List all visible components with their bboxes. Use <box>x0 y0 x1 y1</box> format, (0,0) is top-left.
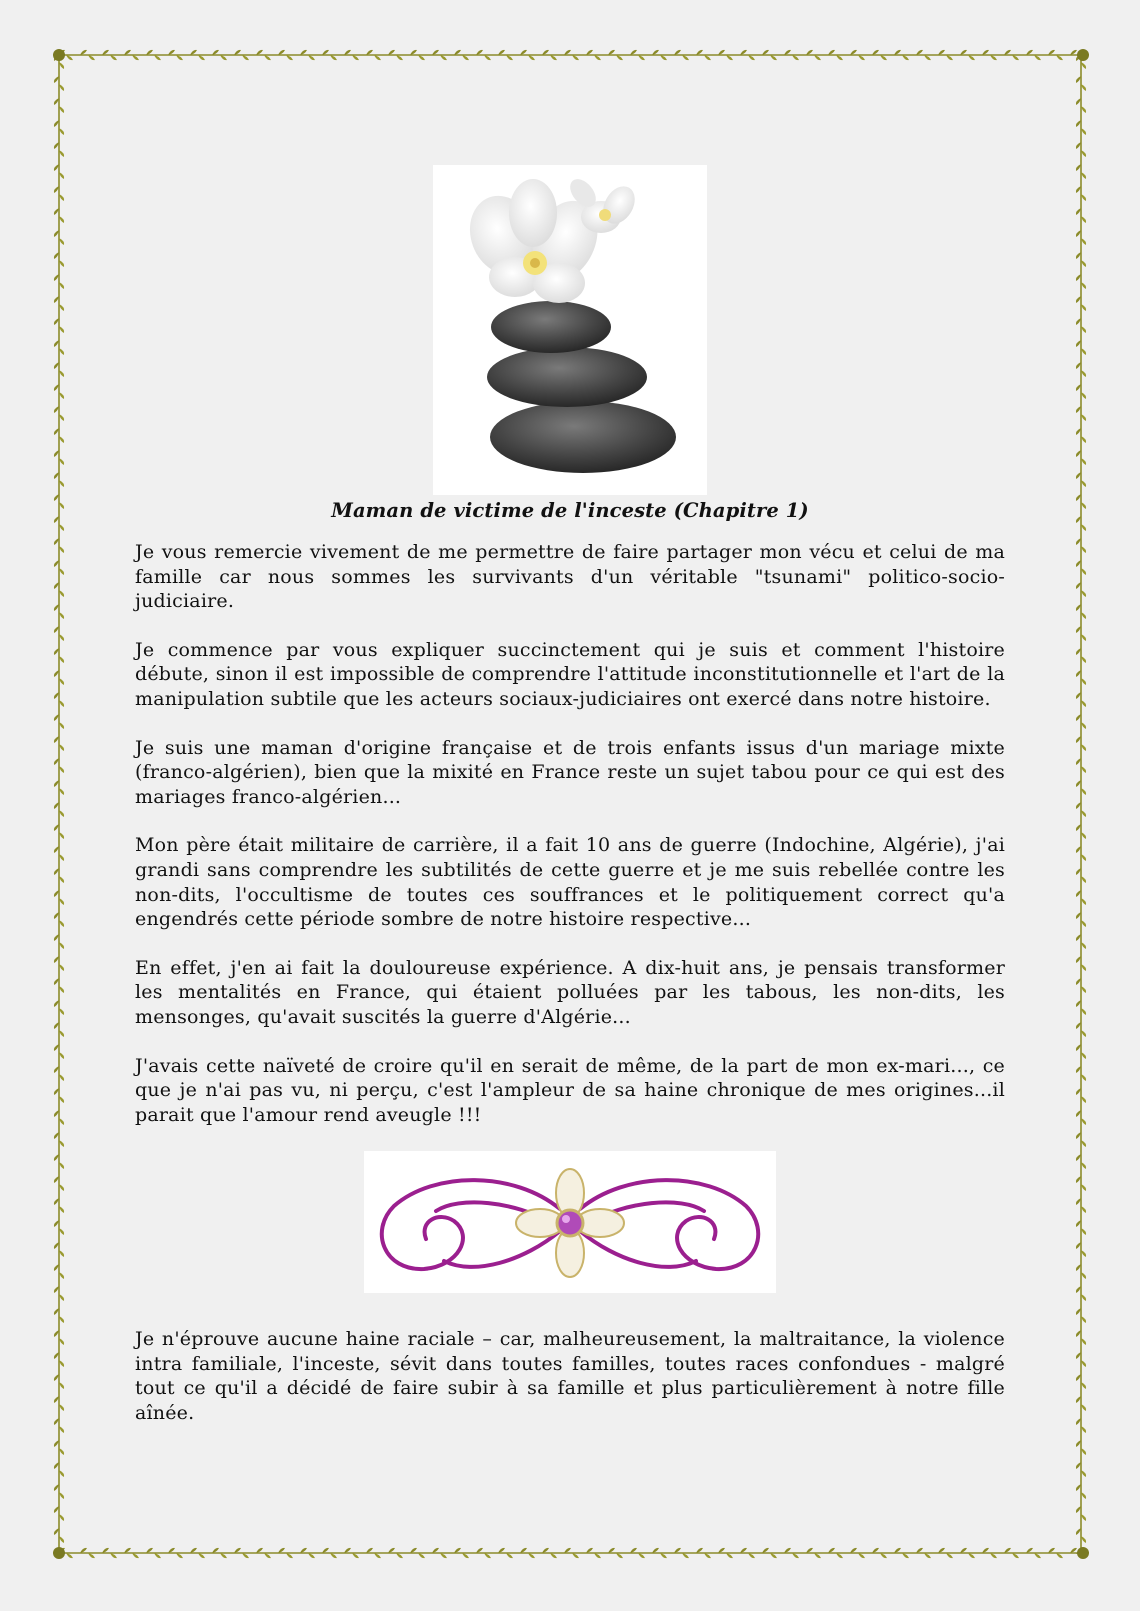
paragraph-context: Je commence par vous expliquer succinctement qui je suis et comment l'histoire débute, sinon il est impossible de comprendre l'attitude inconstitutionnelle et l'art de la manipulation subtile que les acteurs sociaux-judiciaires ont exercé dans notre histoire. <box>135 638 1005 710</box>
paragraph-intro: Je vous remercie vivement de me permettre de faire partager mon vécu et celui de ma famille car nous sommes les survivants d'un véritable "tsunami" politico-socio-judiciaire. <box>135 541 1005 613</box>
paragraph-father: Mon père était militaire de carrière, il a fait 10 ans de guerre (Indochine, Algérie), j'ai grandi sans comprendre les subtilités de cette guerre et je me suis rebellée contre les non-dits, l'occultisme de toutes ces souffrances et le politiquement correct qu'a engendrés cette période sombre de notre histoire respective... <box>135 834 1005 931</box>
chapter-title: Maman de victime de l'inceste (Chapitre 1) <box>331 499 809 522</box>
paragraph-no-hatred: Je n'éprouve aucune haine raciale – car, malheureusement, la maltraitance, la violence intra familiale, l'inceste, sévit dans toutes familles, toutes races confondues - malgré tout ce qu'il a décidé de faire subir à sa famille et plus particulièrement à notre fille aînée. <box>135 1328 1005 1425</box>
document-body <box>135 165 1005 1450</box>
paragraph-origins: Je suis une maman d'origine française et de trois enfants issus d'un mariage mixte (franco-algérien), bien que la mixité en France reste un sujet tabou pour ce qui est des mariages franco-algérien... <box>135 736 1005 808</box>
paragraph-naivety: J'avais cette naïveté de croire qu'il en serait de même, de la part de mon ex-mari..., ce que je n'ai pas vu, ni perçu, c'est l'ampleur de sa haine chronique de mes origines...il parait que l'amour rend aveugle !!! <box>135 1054 1005 1126</box>
orchid-stones-image <box>433 165 707 495</box>
ornament-divider-image <box>364 1151 776 1293</box>
paragraph-experience: En effet, j'en ai fait la douloureuse expérience. A dix-huit ans, je pensais transformer les mentalités en France, qui étaient polluées par les tabous, les non-dits, les mensonges, qu'avait suscités la guerre d'Algérie... <box>135 956 1005 1028</box>
